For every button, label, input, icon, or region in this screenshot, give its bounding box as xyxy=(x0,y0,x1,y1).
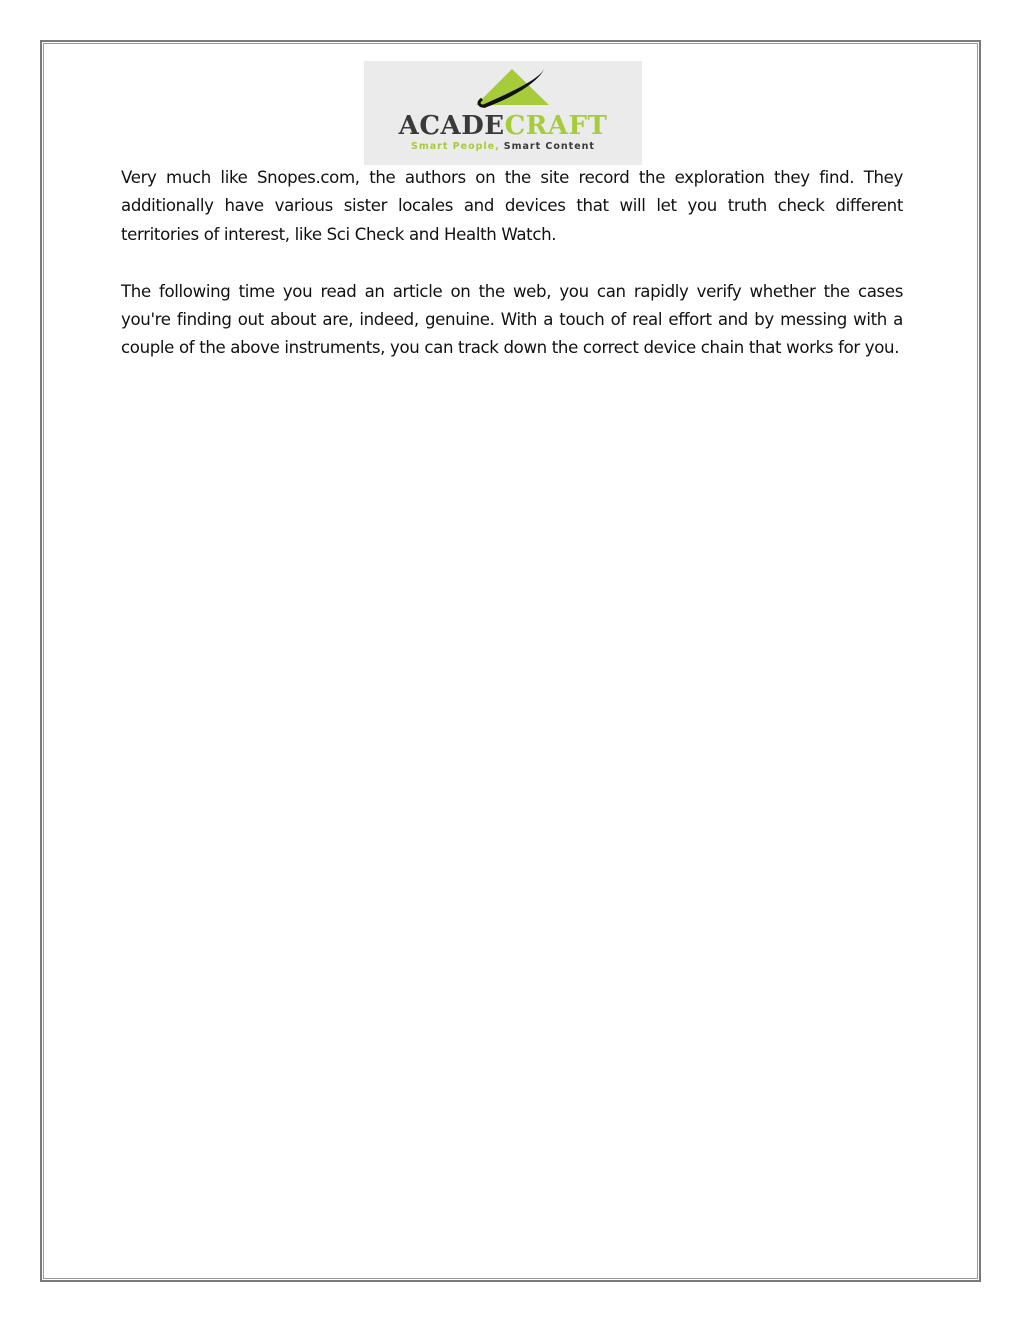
logo-name-dark: ACADE xyxy=(398,111,505,141)
paragraph: The following time you read an article on the web, you can rapidly verify whether the cases you're finding out about are, indeed, genuine. With a touch of real effort and by messing with a couple of the above instruments, you can track down the correct device chain that works for you. xyxy=(121,281,903,358)
logo-name-accent: CRAFT xyxy=(504,111,608,141)
logo-tagline-dark: Smart Content xyxy=(503,141,595,152)
paragraph: Very much like Snopes.com, the authors on the site record the exploration they find. They additionally have various sister locales and devices that will let you truth check different territories of interest, like Sci Check and Health Watch. xyxy=(121,168,903,244)
logo-tagline-accent: Smart People, xyxy=(411,141,500,152)
acadecraft-logo xyxy=(364,61,642,165)
document-body xyxy=(121,164,903,363)
svg-text:ACADECRAFT xyxy=(398,111,608,141)
mountain-icon xyxy=(476,69,549,105)
logo-graphic xyxy=(364,61,642,165)
svg-text:Smart People,Smart Content xyxy=(411,141,595,152)
